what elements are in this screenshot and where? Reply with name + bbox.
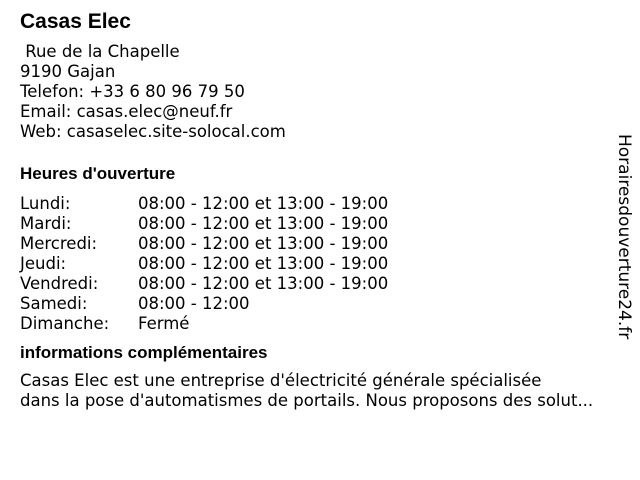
time-value: 08:00 - 12:00 et 13:00 - 19:00 (138, 194, 389, 213)
info-line: Casas Elec est une entreprise d'électricité générale spécialisée (20, 371, 542, 390)
hours-row-saturday (20, 294, 610, 314)
day-label: Lundi: (20, 194, 71, 213)
time-value: 08:00 - 12:00 et 13:00 - 19:00 (138, 214, 389, 233)
time-value: 08:00 - 12:00 et 13:00 - 19:00 (138, 234, 389, 253)
time-value: Fermé (138, 314, 190, 333)
info-description (20, 371, 610, 411)
hours-row-wednesday (20, 234, 610, 254)
day-label: Samedi: (20, 294, 88, 313)
site-watermark: Horairesdouverture24.fr (614, 134, 634, 340)
email-address: Email: casas.elec@neuf.fr (20, 102, 233, 121)
street-address: Rue de la Chapelle (20, 42, 180, 61)
day-label: Mercredi: (20, 234, 98, 253)
time-value: 08:00 - 12:00 et 13:00 - 19:00 (138, 274, 389, 293)
time-value: 08:00 - 12:00 (138, 294, 250, 313)
phone-number: Telefon: +33 6 80 96 79 50 (20, 82, 245, 101)
hours-title: Heures d'ouverture (20, 164, 176, 183)
website: Web: casaselec.site-solocal.com (20, 122, 286, 141)
contact-block (20, 42, 610, 142)
day-label: Jeudi: (20, 254, 67, 273)
business-card (20, 10, 610, 411)
hours-row-friday (20, 274, 610, 294)
business-name: Casas Elec (20, 10, 131, 33)
hours-row-thursday (20, 254, 610, 274)
hours-row-monday (20, 194, 610, 214)
info-line: dans la pose d'automatismes de portails. Nous proposons des solut... (20, 391, 594, 410)
hours-row-tuesday (20, 214, 610, 234)
opening-hours-list (20, 194, 610, 334)
day-label: Vendredi: (20, 274, 99, 293)
day-label: Mardi: (20, 214, 72, 233)
day-label: Dimanche: (20, 314, 110, 333)
hours-row-sunday (20, 314, 610, 334)
info-title: informations complémentaires (20, 343, 268, 362)
time-value: 08:00 - 12:00 et 13:00 - 19:00 (138, 254, 389, 273)
city-address: 9190 Gajan (20, 62, 116, 81)
